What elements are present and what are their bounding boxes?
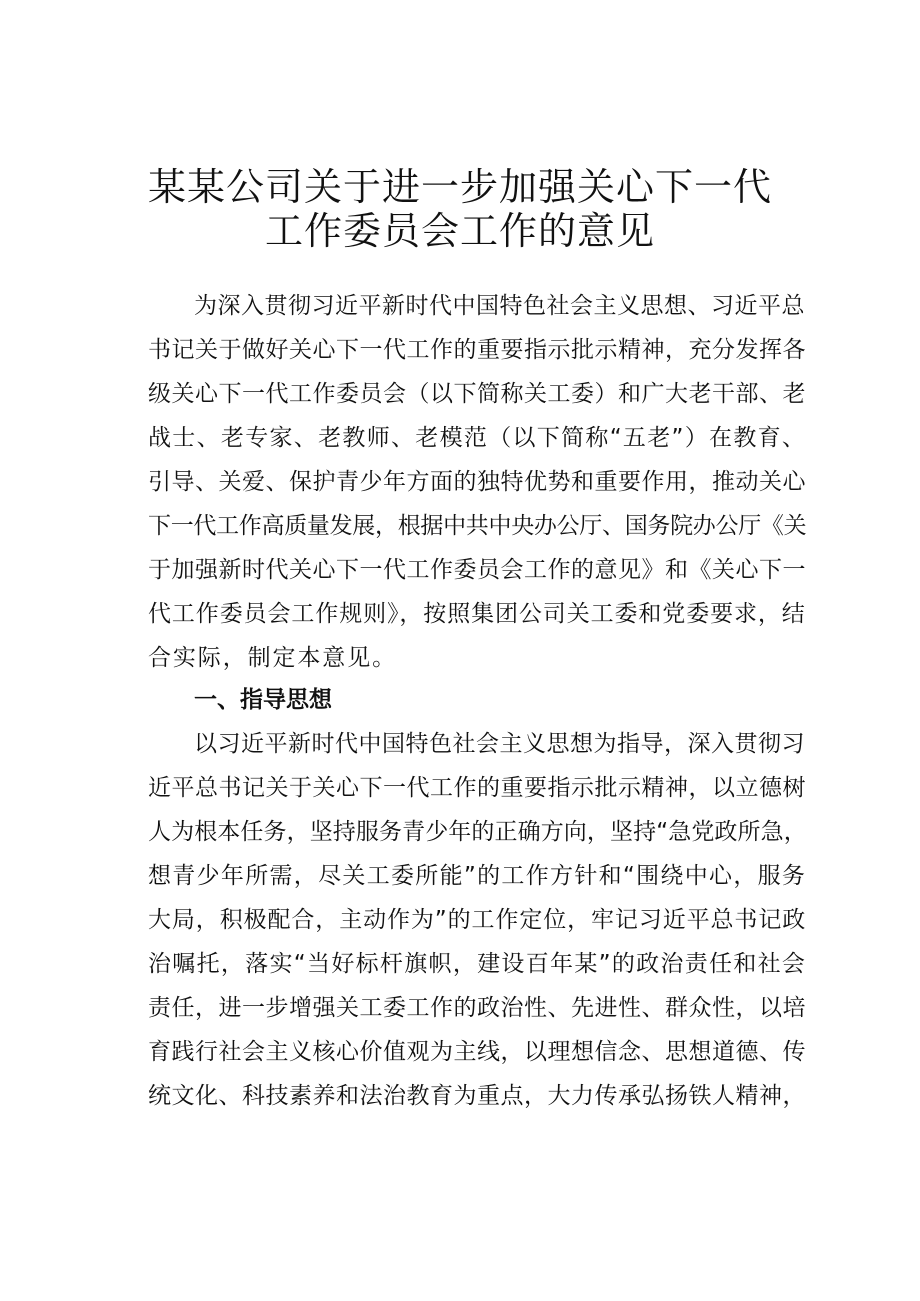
paragraph-line: 级关心下一代工作委员会（以下简称关工委）和广大老干部、老 — [148, 381, 806, 407]
section-heading-guiding-ideology: 一、指导思想 — [194, 687, 332, 713]
paragraph-line: 治嘱托，落实“当好标杆旗帜，建设百年某”的政治责任和社会 — [148, 951, 807, 977]
paragraph-line: 人为根本任务，坚持服务青少年的正确方向，坚持“急党政所急， — [148, 819, 807, 845]
paragraph-line: 育践行社会主义核心价值观为主线，以理想信念、思想道德、传 — [148, 1039, 806, 1065]
paragraph-line: 想青少年所需，尽关工委所能”的工作方针和“围绕中心，服务 — [148, 863, 807, 889]
paragraph-line: 以习近平新时代中国特色社会主义思想为指导，深入贯彻习 — [194, 731, 805, 757]
paragraph-line: 战士、老专家、老教师、老模范（以下简称“五老”）在教育、 — [148, 425, 807, 451]
paragraph-line: 统文化、科技素养和法治教育为重点，大力传承弘扬铁人精神， — [148, 1083, 806, 1109]
paragraph-line: 为深入贯彻习近平新时代中国特色社会主义思想、习近平总 — [194, 293, 805, 319]
paragraph-line: 近平总书记关于关心下一代工作的重要指示批示精神，以立德树 — [148, 775, 806, 801]
paragraph-line: 合实际，制定本意见。 — [148, 645, 397, 671]
paragraph-line: 大局，积极配合，主动作为”的工作定位，牢记习近平总书记政 — [148, 907, 807, 933]
paragraph-line: 于加强新时代关心下一代工作委员会工作的意见》和《关心下一 — [148, 557, 806, 583]
paragraph-line: 责任，进一步增强关工委工作的政治性、先进性、群众性，以培 — [148, 995, 806, 1021]
guiding-ideology-paragraph — [148, 722, 808, 1118]
paragraph-line: 引导、关爱、保护青少年方面的独特优势和重要作用，推动关心 — [148, 469, 806, 495]
paragraph-line: 代工作委员会工作规则》，按照集团公司关工委和党委要求，结 — [148, 601, 806, 627]
paragraph-line: 下一代工作高质量发展，根据中共中央办公厅、国务院办公厅《关 — [148, 513, 807, 539]
document-title-line-1: 某某公司关于进一步加强关心下一代 — [147, 165, 772, 209]
document-title-line-2: 工作委员会工作的意见 — [264, 209, 655, 253]
intro-paragraph — [148, 284, 808, 680]
paragraph-line: 书记关于做好关心下一代工作的重要指示批示精神，充分发挥各 — [148, 337, 806, 363]
